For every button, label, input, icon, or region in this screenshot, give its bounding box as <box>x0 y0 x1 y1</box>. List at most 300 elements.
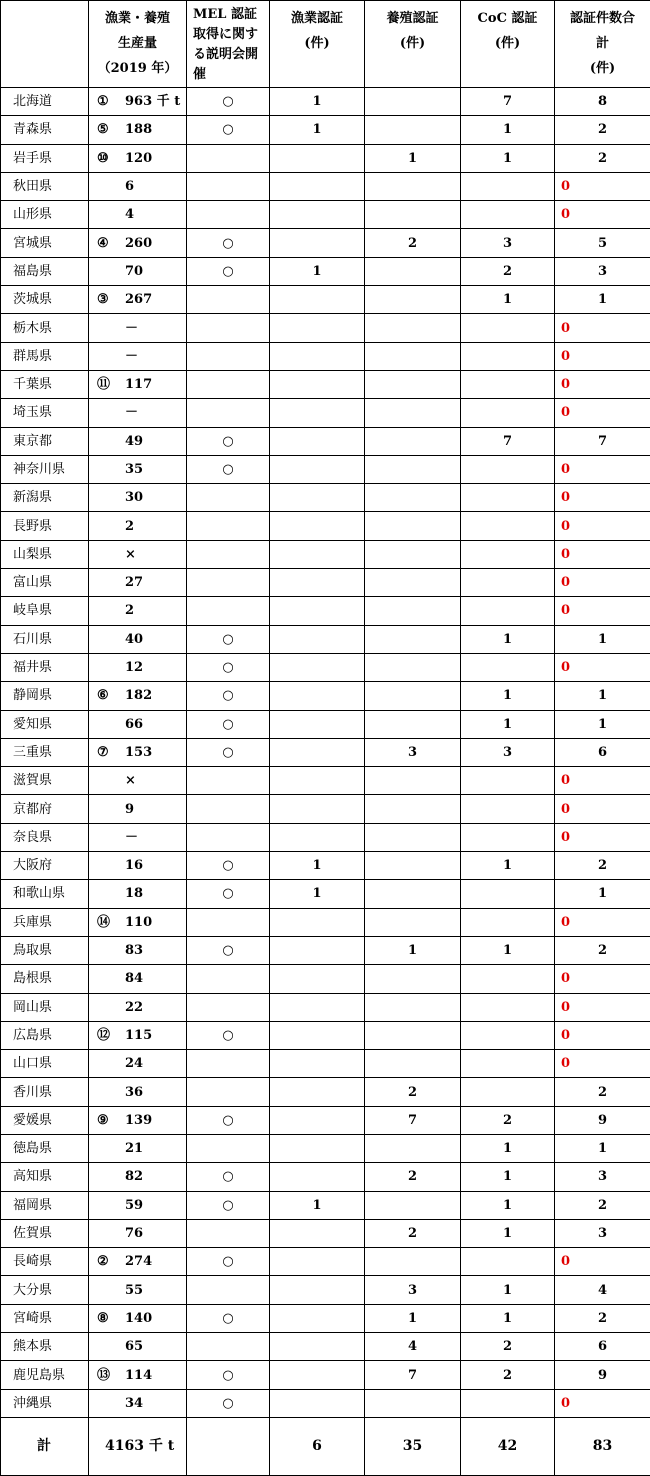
total-cert-cell: 6 <box>555 738 650 766</box>
mel-briefing-cell: ○ <box>187 1191 270 1219</box>
table-row <box>1 455 650 483</box>
header-prefecture <box>1 1 89 88</box>
coc-cert-cell: 1 <box>461 1276 555 1304</box>
production-cell <box>89 993 187 1021</box>
header-total-cert <box>555 1 650 88</box>
total-certifications: 83 <box>555 1417 650 1475</box>
coc-cert-cell: 2 <box>461 1333 555 1361</box>
fishery-cert-cell <box>270 172 365 200</box>
table-row <box>1 1191 650 1219</box>
fishery-cert-cell <box>270 653 365 681</box>
production-value: 76 <box>125 1226 143 1241</box>
production-value: 30 <box>125 490 143 505</box>
table-row <box>1 257 650 285</box>
aquaculture-cert-cell <box>365 512 461 540</box>
total-cert-cell: 2 <box>555 852 650 880</box>
table-row <box>1 625 650 653</box>
table-row <box>1 370 650 398</box>
total-cert-cell: 9 <box>555 1106 650 1134</box>
total-cert-cell: 1 <box>555 682 650 710</box>
fishery-cert-cell <box>270 597 365 625</box>
header-total-line: 計 <box>555 31 650 56</box>
coc-cert-cell: 1 <box>461 1134 555 1162</box>
coc-cert-cell: 1 <box>461 144 555 172</box>
prefecture-cell: 兵庫県 <box>1 908 89 936</box>
header-mel-line: 催 <box>193 65 269 85</box>
mel-briefing-cell <box>187 767 270 795</box>
coc-cert-cell <box>461 172 555 200</box>
production-cell <box>89 144 187 172</box>
production-cell <box>89 88 187 116</box>
prefecture-cell: 新潟県 <box>1 484 89 512</box>
production-value: 22 <box>125 1000 143 1015</box>
production-cell <box>89 257 187 285</box>
header-production-line: 漁業・養殖 <box>89 6 186 31</box>
prefecture-cell: 山形県 <box>1 201 89 229</box>
total-cert-cell: 0 <box>555 767 650 795</box>
header-mel-line: る説明会開 <box>193 45 269 65</box>
production-cell <box>89 512 187 540</box>
fishery-cert-cell: 1 <box>270 257 365 285</box>
coc-cert-cell <box>461 1389 555 1417</box>
mel-briefing-cell <box>187 144 270 172</box>
prefecture-cell: 長崎県 <box>1 1248 89 1276</box>
mel-briefing-cell <box>187 484 270 512</box>
aquaculture-cert-cell <box>365 257 461 285</box>
aquaculture-cert-cell <box>365 710 461 738</box>
fishery-cert-cell <box>270 427 365 455</box>
total-mel <box>187 1417 270 1475</box>
production-cell <box>89 1389 187 1417</box>
table-row <box>1 1021 650 1049</box>
production-cell <box>89 172 187 200</box>
production-cell <box>89 1106 187 1134</box>
production-value: 260 <box>125 236 152 251</box>
production-value: 40 <box>125 632 143 647</box>
production-cell <box>89 286 187 314</box>
total-cert-cell: 0 <box>555 342 650 370</box>
prefecture-cell: 群馬県 <box>1 342 89 370</box>
coc-cert-cell <box>461 1050 555 1078</box>
fishery-cert-cell <box>270 710 365 738</box>
total-cert-cell: 0 <box>555 399 650 427</box>
prefecture-cell: 石川県 <box>1 625 89 653</box>
fishery-cert-cell <box>270 286 365 314</box>
production-cell <box>89 823 187 851</box>
prefecture-cell: 宮崎県 <box>1 1304 89 1332</box>
mel-briefing-cell: ○ <box>187 1248 270 1276</box>
mel-briefing-cell <box>187 540 270 568</box>
header-production-line: 生産量 <box>89 31 186 56</box>
prefecture-cell: 愛知県 <box>1 710 89 738</box>
prefecture-cell: 長野県 <box>1 512 89 540</box>
table-row <box>1 144 650 172</box>
production-value: 115 <box>125 1028 152 1043</box>
coc-cert-cell <box>461 342 555 370</box>
total-cert-cell: 0 <box>555 512 650 540</box>
total-cert-cell: 0 <box>555 1050 650 1078</box>
production-cell <box>89 201 187 229</box>
table-row <box>1 569 650 597</box>
prefecture-cell: 栃木県 <box>1 314 89 342</box>
mel-briefing-cell: ○ <box>187 116 270 144</box>
coc-cert-cell: 3 <box>461 229 555 257</box>
prefecture-cell: 福島県 <box>1 257 89 285</box>
total-cert-cell: 6 <box>555 1333 650 1361</box>
production-value: 49 <box>125 434 143 449</box>
mel-briefing-cell <box>187 908 270 936</box>
table-row <box>1 1389 650 1417</box>
production-cell <box>89 1276 187 1304</box>
table-row <box>1 682 650 710</box>
prefecture-cell: 岐阜県 <box>1 597 89 625</box>
fishery-cert-cell <box>270 201 365 229</box>
production-cell <box>89 370 187 398</box>
fishery-cert-cell <box>270 1389 365 1417</box>
header-fishery-cert <box>270 1 365 88</box>
fishery-cert-cell <box>270 1219 365 1247</box>
total-cert-cell: 1 <box>555 286 650 314</box>
aquaculture-cert-cell: 7 <box>365 1361 461 1389</box>
header-total-line: 認証件数合 <box>555 6 650 31</box>
table-row <box>1 1276 650 1304</box>
table-row <box>1 314 650 342</box>
production-value: 24 <box>125 1056 143 1071</box>
table-row <box>1 1361 650 1389</box>
table-row <box>1 229 650 257</box>
mel-briefing-cell: ○ <box>187 738 270 766</box>
mel-briefing-cell: ○ <box>187 88 270 116</box>
production-value: × <box>125 773 136 788</box>
prefecture-cell: 福岡県 <box>1 1191 89 1219</box>
prefecture-cell: 秋田県 <box>1 172 89 200</box>
total-cert-cell: 2 <box>555 1304 650 1332</box>
total-cert-cell: 0 <box>555 795 650 823</box>
total-cert-cell: 3 <box>555 1163 650 1191</box>
aquaculture-cert-cell <box>365 342 461 370</box>
production-value: 9 <box>125 802 134 817</box>
rank-badge: ⑨ <box>97 1112 125 1129</box>
production-value: － <box>125 405 138 420</box>
fishery-cert-cell <box>270 399 365 427</box>
total-cert-cell: 0 <box>555 370 650 398</box>
rank-badge: ⑬ <box>97 1367 125 1384</box>
header-fishery-line: (件) <box>270 31 364 56</box>
coc-cert-cell <box>461 767 555 795</box>
aquaculture-cert-cell <box>365 569 461 597</box>
rank-badge: ⑫ <box>97 1027 125 1044</box>
fishery-cert-cell <box>270 229 365 257</box>
prefecture-cell: 京都府 <box>1 795 89 823</box>
prefecture-cell: 高知県 <box>1 1163 89 1191</box>
production-cell <box>89 540 187 568</box>
mel-briefing-cell: ○ <box>187 880 270 908</box>
coc-cert-cell <box>461 653 555 681</box>
mel-briefing-cell: ○ <box>187 1163 270 1191</box>
aquaculture-cert-cell <box>365 1021 461 1049</box>
production-value: 34 <box>125 1396 143 1411</box>
production-value: 21 <box>125 1141 143 1156</box>
fishery-cert-cell <box>270 738 365 766</box>
fishery-cert-cell <box>270 1021 365 1049</box>
table-row <box>1 823 650 851</box>
table-row <box>1 908 650 936</box>
table-row <box>1 1078 650 1106</box>
production-cell <box>89 880 187 908</box>
total-cert-cell: 3 <box>555 257 650 285</box>
total-cert-cell: 1 <box>555 710 650 738</box>
table-row <box>1 880 650 908</box>
coc-cert-cell: 1 <box>461 286 555 314</box>
fishery-cert-cell: 1 <box>270 116 365 144</box>
production-cell <box>89 569 187 597</box>
total-cert-cell: 0 <box>555 569 650 597</box>
coc-cert-cell: 2 <box>461 257 555 285</box>
production-cell <box>89 1021 187 1049</box>
prefecture-cell: 熊本県 <box>1 1333 89 1361</box>
mel-briefing-cell <box>187 314 270 342</box>
fishery-cert-cell <box>270 1361 365 1389</box>
table-row <box>1 427 650 455</box>
fishery-cert-cell <box>270 682 365 710</box>
total-coc: 42 <box>461 1417 555 1475</box>
mel-briefing-cell: ○ <box>187 1106 270 1134</box>
table-row <box>1 484 650 512</box>
coc-cert-cell: 1 <box>461 1219 555 1247</box>
production-cell <box>89 1361 187 1389</box>
production-cell <box>89 342 187 370</box>
fishery-cert-cell <box>270 1106 365 1134</box>
total-row <box>1 1417 650 1475</box>
rank-badge: ⑤ <box>97 121 125 138</box>
mel-briefing-cell: ○ <box>187 653 270 681</box>
mel-briefing-cell <box>187 965 270 993</box>
coc-cert-cell <box>461 965 555 993</box>
table-row <box>1 597 650 625</box>
mel-briefing-cell: ○ <box>187 455 270 483</box>
aquaculture-cert-cell <box>365 540 461 568</box>
mel-briefing-cell: ○ <box>187 1304 270 1332</box>
prefecture-cell: 和歌山県 <box>1 880 89 908</box>
production-cell <box>89 936 187 964</box>
aquaculture-cert-cell <box>365 484 461 512</box>
production-cell <box>89 399 187 427</box>
fishery-cert-cell: 1 <box>270 880 365 908</box>
fishery-cert-cell <box>270 625 365 653</box>
table-row <box>1 1248 650 1276</box>
mel-briefing-cell <box>187 370 270 398</box>
mel-briefing-cell <box>187 201 270 229</box>
aquaculture-cert-cell <box>365 625 461 653</box>
total-cert-cell: 3 <box>555 1219 650 1247</box>
production-value: 55 <box>125 1283 143 1298</box>
total-cert-cell: 9 <box>555 1361 650 1389</box>
table-row <box>1 965 650 993</box>
aquaculture-cert-cell <box>365 88 461 116</box>
production-value: 267 <box>125 292 152 307</box>
header-aquaculture-cert <box>365 1 461 88</box>
aquaculture-cert-cell: 1 <box>365 144 461 172</box>
coc-cert-cell <box>461 399 555 427</box>
total-label: 計 <box>1 1417 89 1475</box>
aquaculture-cert-cell <box>365 286 461 314</box>
coc-cert-cell <box>461 823 555 851</box>
aquaculture-cert-cell: 1 <box>365 936 461 964</box>
coc-cert-cell <box>461 569 555 597</box>
table-row <box>1 710 650 738</box>
fishery-cert-cell: 1 <box>270 852 365 880</box>
prefecture-cell: 奈良県 <box>1 823 89 851</box>
production-cell <box>89 1050 187 1078</box>
table-row <box>1 399 650 427</box>
rank-badge: ④ <box>97 235 125 252</box>
mel-briefing-cell <box>187 342 270 370</box>
prefecture-cell: 千葉県 <box>1 370 89 398</box>
fishery-cert-cell <box>270 1050 365 1078</box>
table-row <box>1 1134 650 1162</box>
header-fishery-line: 漁業認証 <box>270 6 364 31</box>
aquaculture-cert-cell <box>365 1191 461 1219</box>
production-cell <box>89 795 187 823</box>
total-cert-cell: 2 <box>555 936 650 964</box>
production-cell <box>89 852 187 880</box>
fishery-cert-cell <box>270 1078 365 1106</box>
coc-cert-cell <box>461 1248 555 1276</box>
rank-badge: ⑦ <box>97 744 125 761</box>
total-cert-cell: 2 <box>555 1191 650 1219</box>
aquaculture-cert-cell: 2 <box>365 1219 461 1247</box>
prefecture-cell: 島根県 <box>1 965 89 993</box>
production-value: 18 <box>125 886 143 901</box>
fishery-cert-cell <box>270 1134 365 1162</box>
mel-briefing-cell: ○ <box>187 229 270 257</box>
table-row <box>1 286 650 314</box>
coc-cert-cell: 7 <box>461 427 555 455</box>
coc-cert-cell <box>461 1078 555 1106</box>
aquaculture-cert-cell: 3 <box>365 1276 461 1304</box>
header-coc-line: CoC 認証 <box>461 6 554 31</box>
header-total-line: (件) <box>555 56 650 81</box>
mel-briefing-cell: ○ <box>187 852 270 880</box>
rank-badge: ⑭ <box>97 914 125 931</box>
total-cert-cell: 0 <box>555 823 650 851</box>
mel-briefing-cell <box>187 1276 270 1304</box>
mel-briefing-cell: ○ <box>187 427 270 455</box>
table-row <box>1 653 650 681</box>
fishery-cert-cell <box>270 342 365 370</box>
fishery-cert-cell <box>270 484 365 512</box>
prefecture-cell: 北海道 <box>1 88 89 116</box>
prefecture-cell: 福井県 <box>1 653 89 681</box>
fishery-cert-cell <box>270 370 365 398</box>
production-cell <box>89 738 187 766</box>
header-aqua-line: 養殖認証 <box>365 6 460 31</box>
mel-briefing-cell <box>187 1333 270 1361</box>
header-mel-line: MEL 認証 <box>193 5 269 25</box>
fishery-cert-cell <box>270 908 365 936</box>
table-row <box>1 201 650 229</box>
production-cell <box>89 1304 187 1332</box>
aquaculture-cert-cell <box>365 201 461 229</box>
aquaculture-cert-cell <box>365 597 461 625</box>
total-cert-cell: 1 <box>555 880 650 908</box>
coc-cert-cell: 7 <box>461 88 555 116</box>
production-value: － <box>125 321 138 336</box>
total-production: 4163 千 t <box>89 1417 187 1475</box>
total-aquaculture: 35 <box>365 1417 461 1475</box>
table-row <box>1 1219 650 1247</box>
total-cert-cell: 0 <box>555 1021 650 1049</box>
production-value: 83 <box>125 943 143 958</box>
prefecture-cell: 東京都 <box>1 427 89 455</box>
header-production <box>89 1 187 88</box>
prefecture-cell: 鳥取県 <box>1 936 89 964</box>
prefecture-cell: 宮城県 <box>1 229 89 257</box>
table-row <box>1 1304 650 1332</box>
total-cert-cell: 4 <box>555 1276 650 1304</box>
table-row <box>1 342 650 370</box>
mel-briefing-cell: ○ <box>187 710 270 738</box>
rank-badge: ⑧ <box>97 1310 125 1327</box>
production-cell <box>89 908 187 936</box>
production-value: 12 <box>125 660 143 675</box>
production-value: 2 <box>125 603 134 618</box>
fishery-cert-cell <box>270 1163 365 1191</box>
production-value: 6 <box>125 179 134 194</box>
coc-cert-cell <box>461 540 555 568</box>
prefecture-cell: 広島県 <box>1 1021 89 1049</box>
mel-briefing-cell <box>187 1078 270 1106</box>
production-value: 963 千 t <box>125 94 180 109</box>
aquaculture-cert-cell <box>365 993 461 1021</box>
aquaculture-cert-cell: 2 <box>365 1078 461 1106</box>
table-row <box>1 512 650 540</box>
production-value: 27 <box>125 575 143 590</box>
coc-cert-cell: 1 <box>461 936 555 964</box>
aquaculture-cert-cell <box>365 314 461 342</box>
total-cert-cell: 0 <box>555 540 650 568</box>
total-cert-cell: 8 <box>555 88 650 116</box>
coc-cert-cell <box>461 1021 555 1049</box>
mel-briefing-cell <box>187 795 270 823</box>
coc-cert-cell <box>461 314 555 342</box>
fishery-cert-cell <box>270 512 365 540</box>
coc-cert-cell <box>461 455 555 483</box>
production-cell <box>89 1134 187 1162</box>
production-value: 140 <box>125 1311 152 1326</box>
production-cell <box>89 427 187 455</box>
production-cell <box>89 1078 187 1106</box>
mel-briefing-cell <box>187 823 270 851</box>
production-value: 2 <box>125 519 134 534</box>
header-production-line: （2019 年） <box>89 56 186 81</box>
coc-cert-cell <box>461 880 555 908</box>
prefecture-cell: 香川県 <box>1 1078 89 1106</box>
total-cert-cell: 5 <box>555 229 650 257</box>
production-cell <box>89 1219 187 1247</box>
mel-briefing-cell <box>187 399 270 427</box>
mel-briefing-cell: ○ <box>187 1361 270 1389</box>
coc-cert-cell: 1 <box>461 625 555 653</box>
rank-badge: ⑩ <box>97 150 125 167</box>
table-row <box>1 852 650 880</box>
aquaculture-cert-cell <box>365 1248 461 1276</box>
coc-cert-cell: 2 <box>461 1106 555 1134</box>
production-value: 4 <box>125 207 134 222</box>
prefecture-cell: 佐賀県 <box>1 1219 89 1247</box>
table-row <box>1 1050 650 1078</box>
coc-cert-cell: 1 <box>461 710 555 738</box>
